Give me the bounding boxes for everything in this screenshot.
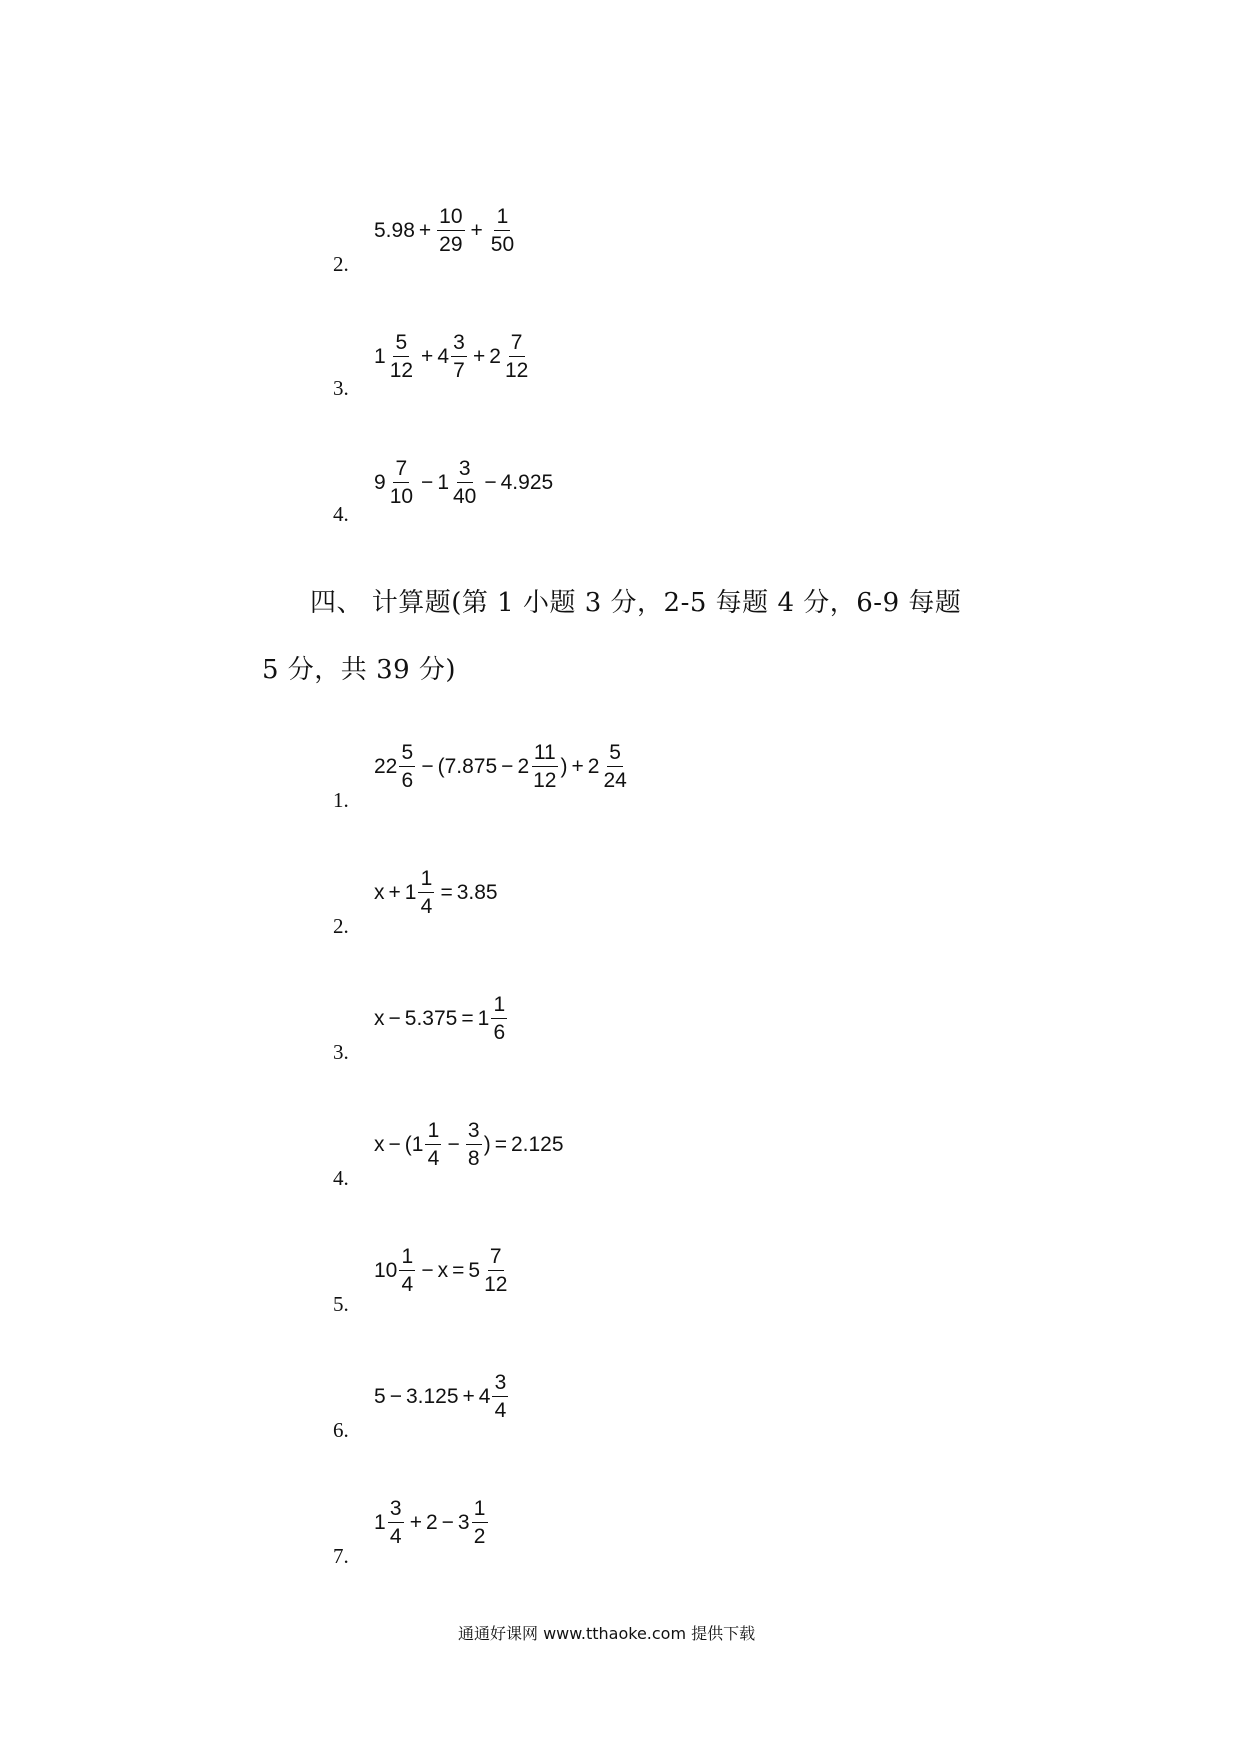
fraction [399,742,415,791]
math-term: 3.85 [456,881,498,904]
math-term: (1 [404,1133,424,1156]
fraction-denominator: 12 [389,359,414,382]
math-expression [374,994,509,1043]
math-term: 4.925 [500,471,554,494]
fraction-numerator: 1 [494,206,510,231]
fraction-numerator: 3 [492,1372,508,1397]
math-term: 2 [587,755,600,778]
problem-number: 3. [333,1040,349,1064]
fraction-numerator: 10 [437,206,464,231]
math-operator: + [473,345,486,368]
math-term: x [374,881,385,904]
math-term: 5.98 [374,219,415,242]
fraction [482,1246,509,1295]
fraction-denominator: 7 [453,359,465,382]
math-operator: + [421,345,434,368]
math-term: 10 [374,1259,398,1282]
fraction-denominator: 4 [494,1399,507,1422]
math-expression [374,742,631,791]
math-term: 5 [468,1259,481,1282]
fraction-denominator: 12 [484,1273,508,1296]
math-expression [374,332,532,381]
math-term: 1 [477,1007,490,1030]
math-term: 1 [404,881,417,904]
fraction-numerator: 1 [491,994,507,1019]
math-expression [374,868,498,917]
fraction [388,332,415,381]
fraction-denominator: 12 [504,359,529,382]
math-term: 9 [374,471,386,494]
fraction [399,1246,415,1295]
problem-number: 4. [333,502,349,526]
math-term: 3.125 [405,1385,459,1408]
fraction-denominator: 4 [427,1147,440,1170]
page-footer: 通通好课网 www.tthaoke.com 提供下载 [458,1624,756,1643]
math-term: 1 [374,1511,386,1534]
math-expression [374,1498,490,1547]
math-term: 2 [517,755,530,778]
problem-number: 2. [333,252,349,276]
math-operator: − [441,1511,454,1534]
math-operator: − [484,471,497,494]
fraction [503,332,530,381]
math-operator: − [388,1007,401,1030]
fraction-numerator: 5 [607,742,623,767]
math-operator: + [409,1511,422,1534]
problem-number: 2. [333,914,349,938]
math-operator: − [501,755,514,778]
math-operator: − [389,1385,402,1408]
math-expression [374,458,553,507]
math-operator: + [418,219,432,242]
fraction [472,1498,488,1547]
fraction [466,1120,482,1169]
fraction-numerator: 1 [418,868,434,893]
fraction-denominator: 24 [603,769,627,792]
math-term: 3 [457,1511,470,1534]
fraction-numerator: 1 [425,1120,441,1145]
math-operator: − [421,755,434,778]
fraction-numerator: 3 [451,332,467,357]
fraction [425,1120,441,1169]
fraction-denominator: 6 [493,1021,506,1044]
problem-number: 6. [333,1418,349,1442]
math-term: 1 [437,471,449,494]
fraction-numerator: 1 [472,1498,488,1523]
problem-number: 3. [333,376,349,400]
fraction-numerator: 5 [393,332,409,357]
math-operator: − [388,1133,401,1156]
math-operator: = [440,881,453,904]
math-term: 4 [437,345,449,368]
fraction [451,332,467,381]
fraction [489,206,516,255]
math-expression [374,1372,510,1421]
fraction-numerator: 1 [399,1246,415,1271]
fraction-denominator: 40 [453,485,477,508]
math-term: (7.875 [437,755,498,778]
fraction-denominator: 4 [401,1273,414,1296]
math-operator: + [571,755,584,778]
math-operator: = [452,1259,465,1282]
math-operator: = [494,1133,507,1156]
math-expression [374,1246,511,1295]
fraction-numerator: 7 [509,332,525,357]
math-operator: + [388,881,401,904]
math-term: x [374,1007,385,1030]
math-term: 5.375 [404,1007,458,1030]
fraction [388,1498,404,1547]
fraction-denominator: 4 [389,1525,402,1548]
fraction [531,742,558,791]
fraction-denominator: 2 [473,1525,486,1548]
fraction-numerator: 3 [457,458,473,483]
fraction-denominator: 4 [420,895,433,918]
problem-number: 7. [333,1544,349,1568]
math-operator: − [447,1133,460,1156]
math-operator: − [421,471,434,494]
math-expression [374,1120,564,1169]
fraction-denominator: 8 [467,1147,480,1170]
fraction [492,1372,508,1421]
fraction [437,206,464,255]
math-term: ) [560,755,568,778]
math-term: 5 [374,1385,386,1408]
fraction [418,868,434,917]
fraction [451,458,478,507]
math-term: x [374,1133,385,1156]
section-heading-line2: 5 分，共 39 分) [262,655,457,685]
math-term: x [437,1259,449,1282]
math-term: 2 [489,345,501,368]
fraction-denominator: 29 [439,233,463,256]
fraction-numerator: 3 [466,1120,482,1145]
math-term: ) [483,1133,491,1156]
fraction [601,742,628,791]
fraction-denominator: 12 [533,769,557,792]
problem-number: 1. [333,788,349,812]
fraction-numerator: 5 [399,742,415,767]
fraction-numerator: 3 [388,1498,404,1523]
fraction-denominator: 10 [389,485,414,508]
fraction [491,994,507,1043]
math-operator: + [470,219,483,242]
fraction-numerator: 7 [393,458,409,483]
math-term: 4 [478,1385,491,1408]
problem-number: 4. [333,1166,349,1190]
fraction [388,458,415,507]
math-term: 22 [374,755,398,778]
math-term: 1 [374,345,386,368]
math-term: 2 [425,1511,438,1534]
math-term: 2.125 [510,1133,564,1156]
fraction-numerator: 7 [488,1246,504,1271]
math-operator: + [462,1385,475,1408]
math-operator: − [421,1259,434,1282]
section-heading-line1: 四、 计算题(第 1 小题 3 分，2-5 每题 4 分，6-9 每题 [310,588,962,618]
problem-number: 5. [333,1292,349,1316]
fraction-numerator: 11 [532,742,558,767]
fraction-denominator: 50 [490,233,515,256]
math-expression [374,206,518,255]
fraction-denominator: 6 [401,769,414,792]
math-operator: = [461,1007,474,1030]
